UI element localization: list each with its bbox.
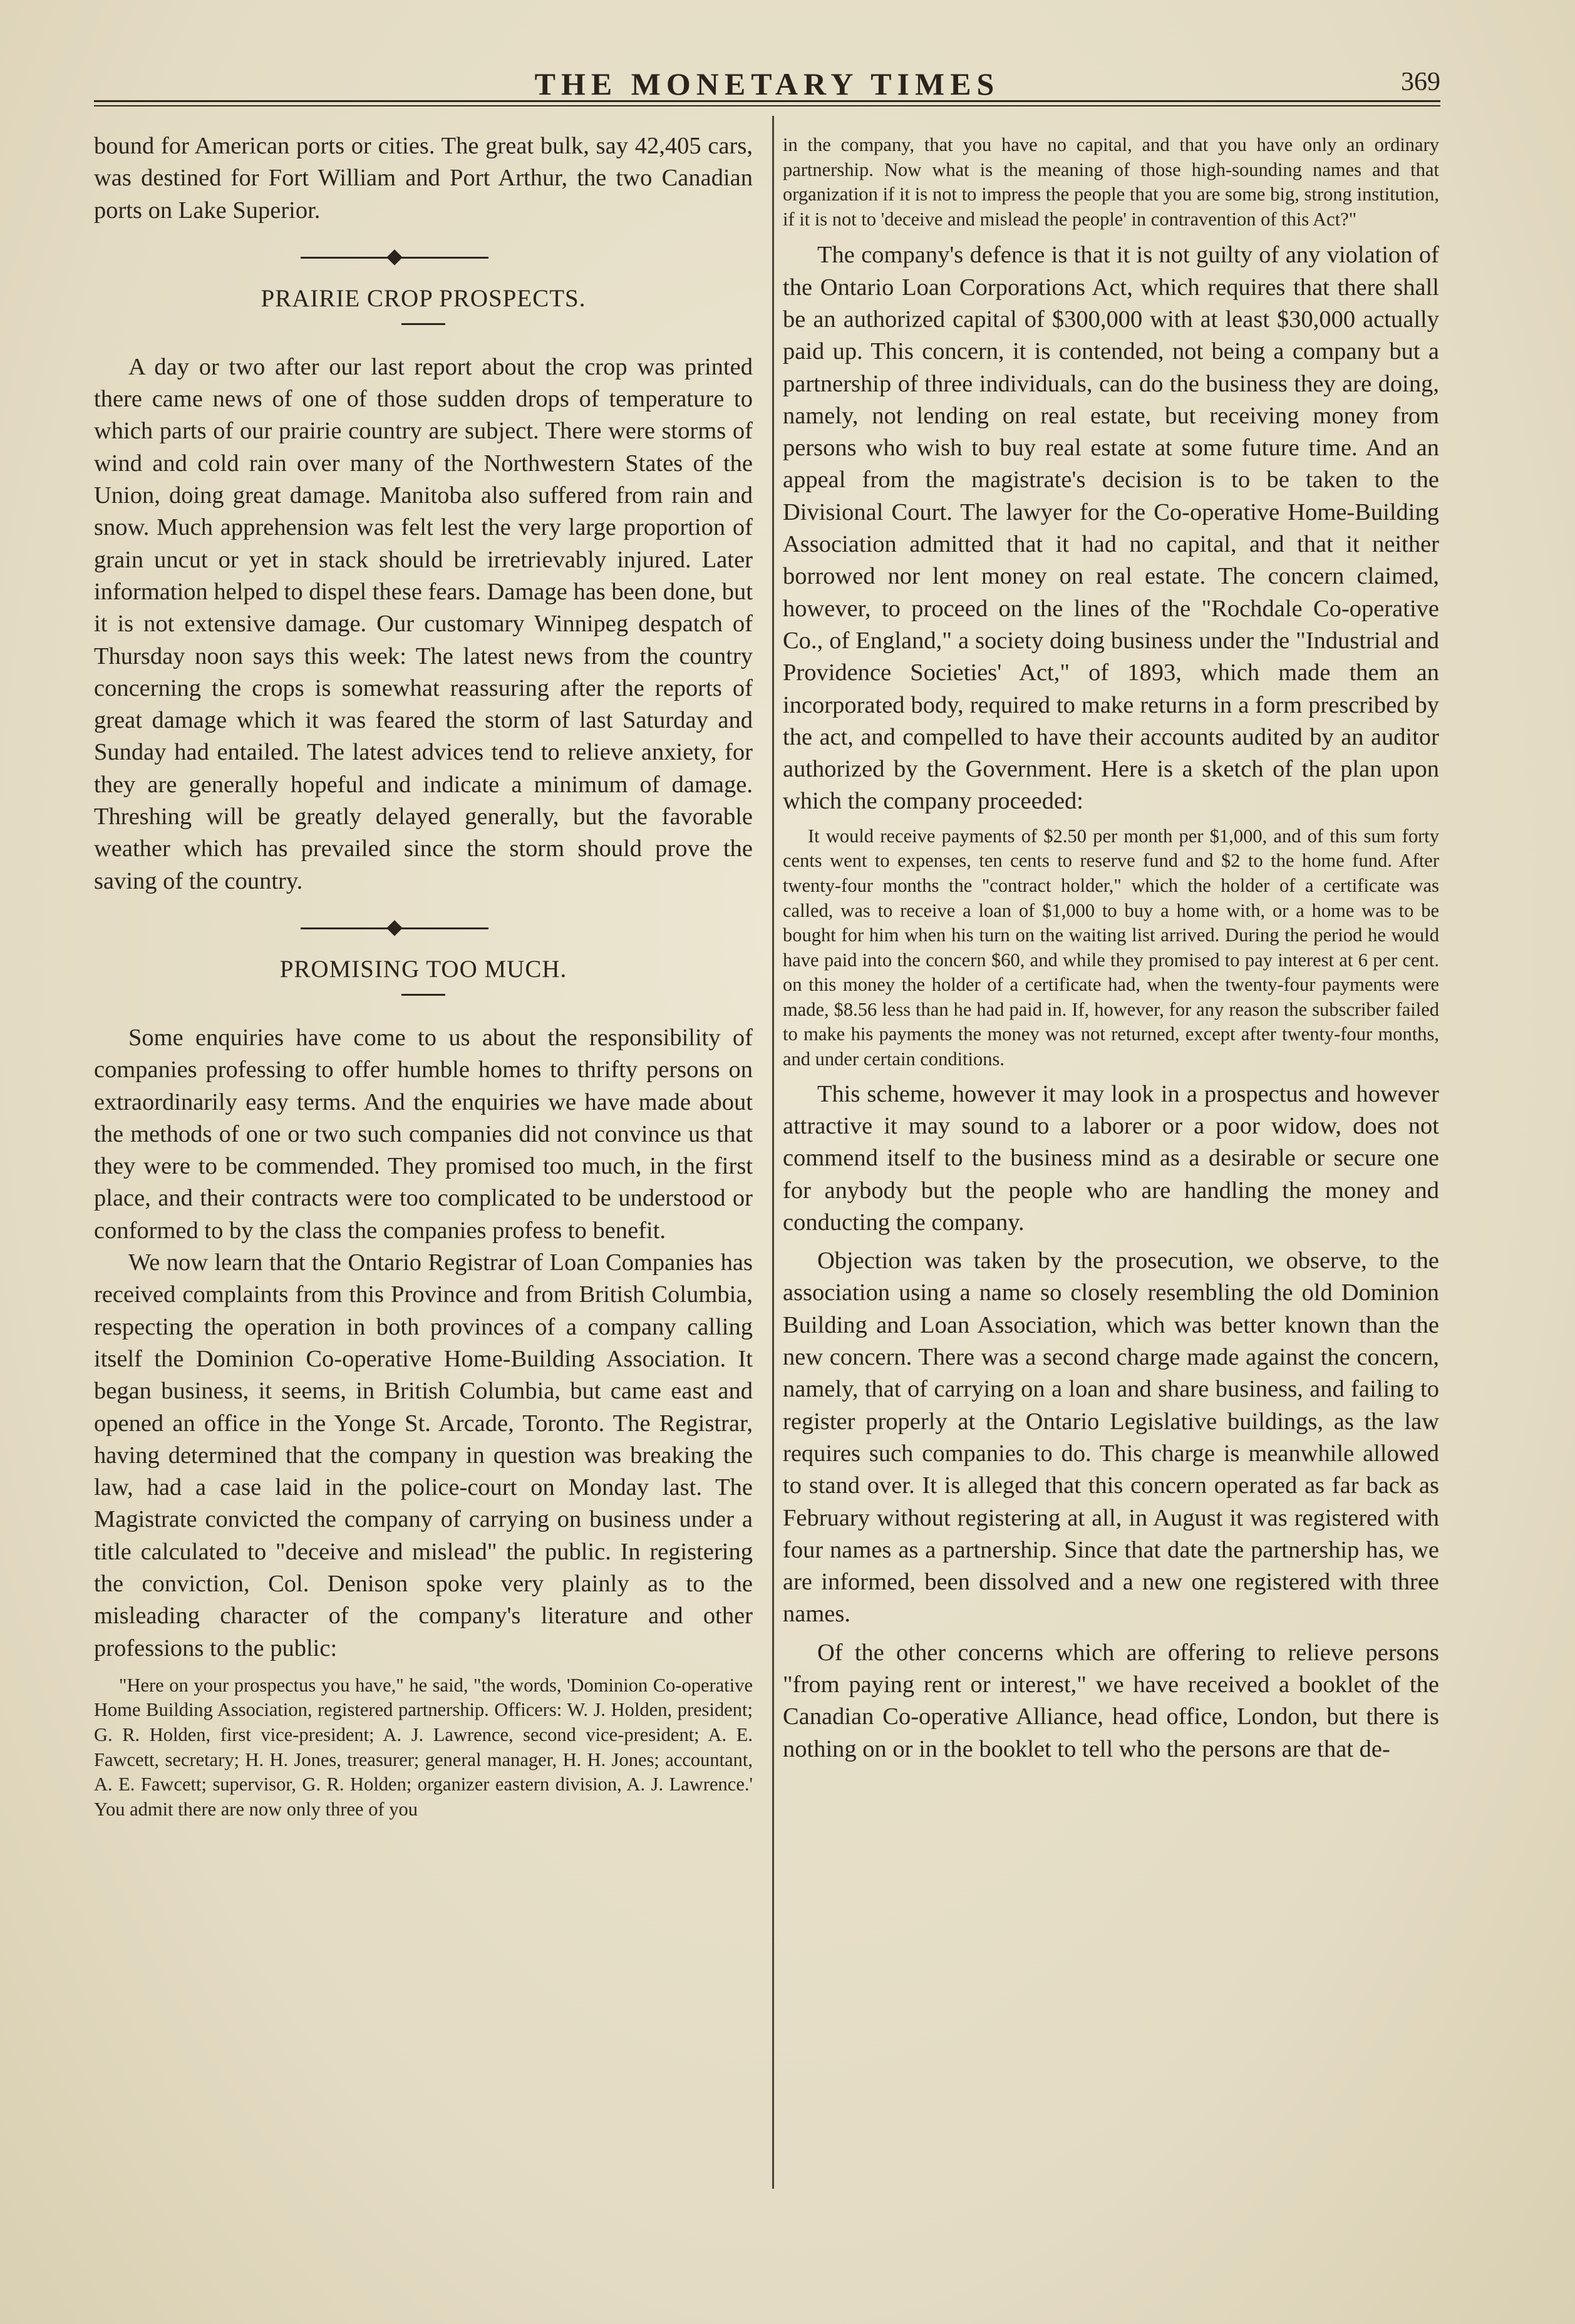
quote-prospectus: "Here on your prospectus you have," he said, "the words, 'Dominion Co-operative Home Building Association, registered partnership. Officers: W. J. Holden, president; G. R. Holden, first vice-president; A. J. Lawrence, second vice-president; A. E. Fawcett, secretary; H. H. Jones, treasurer; general manager, H. H. Jones; accountant, A. E. Fawcett; supervisor, G. R. Holden; organizer eastern division, A. J. Lawrence.' You admit there are now only three of you (94, 1674, 753, 1820)
quote-payment-plan: It would receive payments of $2.50 per month per $1,000, and of this sum forty cents went to expenses, ten cents to reserve fund and $2 to the home fund. After twenty-four months the "contract holder," which the holder of a certificate was called, was to receive a loan of $1,000 to buy a home with, or a home was to be bought for him when his turn on the waiting list arrived. During the period he would have paid into the concern $60, and while they promised to pay interest at 6 per cent. on this money the holder of a certificate had, when the twenty-four payments were made, $8.56 less than he had paid in. If, however, for any reason the subscriber failed to make his payments the money was not returned, except after twenty-four months, and under certain conditions. (783, 825, 1439, 1070)
page-header (94, 59, 1440, 101)
ornament-divider (94, 916, 753, 941)
paragraph-other-concerns: Of the other concerns which are offering to relieve persons "from paying rent or interest," we have received a booklet of the Canadian Co-operative Alliance, head office, London, but there is nothing on or in the booklet to tell who the persons are that de- (783, 1639, 1439, 1762)
paragraph-crop-report: A day or two after our last report about the crop was printed there came news of one of those sudden drops of temperature to which parts of our prairie country are subject. There were storms of wind and cold rain over many of the Northwestern States of the Union, doing great damage. Manitoba also suffered from rain and snow. Much apprehension was felt lest the very large proportion of grain uncut or yet in stack should be irretrievably injured. Later information helped to dispel these fears. Damage has been done, but it is not extensive damage. Our customary Winnipeg despatch of Thursday noon says this week: The latest news from the country concerning the crops is somewhat reassuring after the reports of great damage which it was feared the storm of last Saturday and Sunday had entailed. The latest advices tend to relieve anxiety, for they are generally hopeful and indicate a minimum of damage. Threshing will be greatly delayed generally, but the favorable weather which has prevailed since the storm should prove the saving of the country. (94, 353, 753, 894)
heading-promising-too-much: PROMISING TOO MUCH. (279, 955, 567, 983)
paragraph-scheme: This scheme, however it may look in a prospectus and however attractive it may sound to a laborer or a poor widow, does not commend itself to the business mind as a desirable or secure one for anybody but the people who are handling the money and conducting the company. (783, 1080, 1439, 1236)
quote-prospectus-continued: in the company, that you have no capital, and that you have only an ordinary partnership. Now what is the meaning of those high-sounding names and that organization if it is not to impress the people that you are some big, strong institution, if it is not to 'deceive and mislead the people' in contravention of this Act?" (783, 134, 1439, 230)
paragraph-registrar: We now learn that the Ontario Registrar of Loan Companies has received complaints from this Province and from British Columbia, respecting the operation in both provinces of a company calling itself the Dominion Co-operative Home-Building Association. It began business, it seems, in British Columbia, but came east and opened an office in the Yonge St. Arcade, Toronto. The Registrar, having determined that the company in question was breaking the law, had a case laid in the police-court on Monday last. The Magistrate convicted the company of carrying on business under a title calculated to "deceive and mislead" the public. In registering the conviction, Col. Denison spoke very plainly as to the misleading character of the company's literature and other professions to the public: (94, 1249, 753, 1661)
right-column (783, 133, 1439, 1765)
ornament-divider (94, 245, 753, 271)
heading-prairie-crop: PRAIRIE CROP PROSPECTS. (261, 284, 586, 312)
paragraph-company-defence: The company's defence is that it is not guilty of any violation of the Ontario Loan Corporations Act, which requires that there shall be an authorized capital of $300,000 with at least $30,000 actually paid up. This concern, it is contended, not being a company but a partnership of three individuals, can do the business they are doing, namely, not lending on real estate, but receiving money from persons who wish to buy real estate at some future time. And an appeal from the magistrate's decision is to be taken to the Divisional Court. The lawyer for the Co-operative Home-Building Association admitted that it had no capital, and that it neither borrowed nor lent money on real estate. The concern claimed, however, to proceed on the lines of the "Rochdale Co-operative Co., of England," a society doing business under the "Industrial and Providence Societies' Act," of 1893, which made them an incorporated body, required to make returns in a form prescribed by the act, and compelled to have their accounts audited by an auditor authorized by the Government. Here is a sketch of the plan upon which the company proceeded: (783, 242, 1439, 815)
paragraph-bulk-cars: bound for American ports or cities. The great bulk, say 42,405 cars, was destined for Fort William and Port Arthur, the two Canadian ports on Lake Superior. (94, 133, 753, 224)
paragraph-enquiries: Some enquiries have come to us about the responsibility of companies professing to offer humble homes to thrifty persons on extraordinarily easy terms. And the enquiries we have made about the methods of one or two such companies did not convince us that they were to be commended. They promised too much, in the first place, and their contracts were too complicated to be understood or conformed to by the class the companies profess to benefit. (94, 1024, 753, 1244)
left-column (94, 130, 753, 1822)
column-divider (772, 116, 774, 2189)
paragraph-objection: Objection was taken by the prosecution, we observe, to the association using a name so closely resembling the old Dominion Building and Loan Association, which was better known than the new concern. There was a second charge made against the concern, namely, that of carrying on a loan and share business, and failing to register properly at the Ontario Legislative buildings, as the law requires such companies to do. This charge is meanwhile allowed to stand over. It is alleged that this concern operated as far back as February without registering at all, in August it was registered with four names as a partnership. Since that date the partnership has, we are informed, been dissolved and a new one registered with three names. (783, 1247, 1439, 1628)
masthead-title: THE MONETARY TIMES (534, 66, 1000, 101)
page-number: 369 (1401, 68, 1440, 96)
header-rule (94, 100, 1440, 106)
